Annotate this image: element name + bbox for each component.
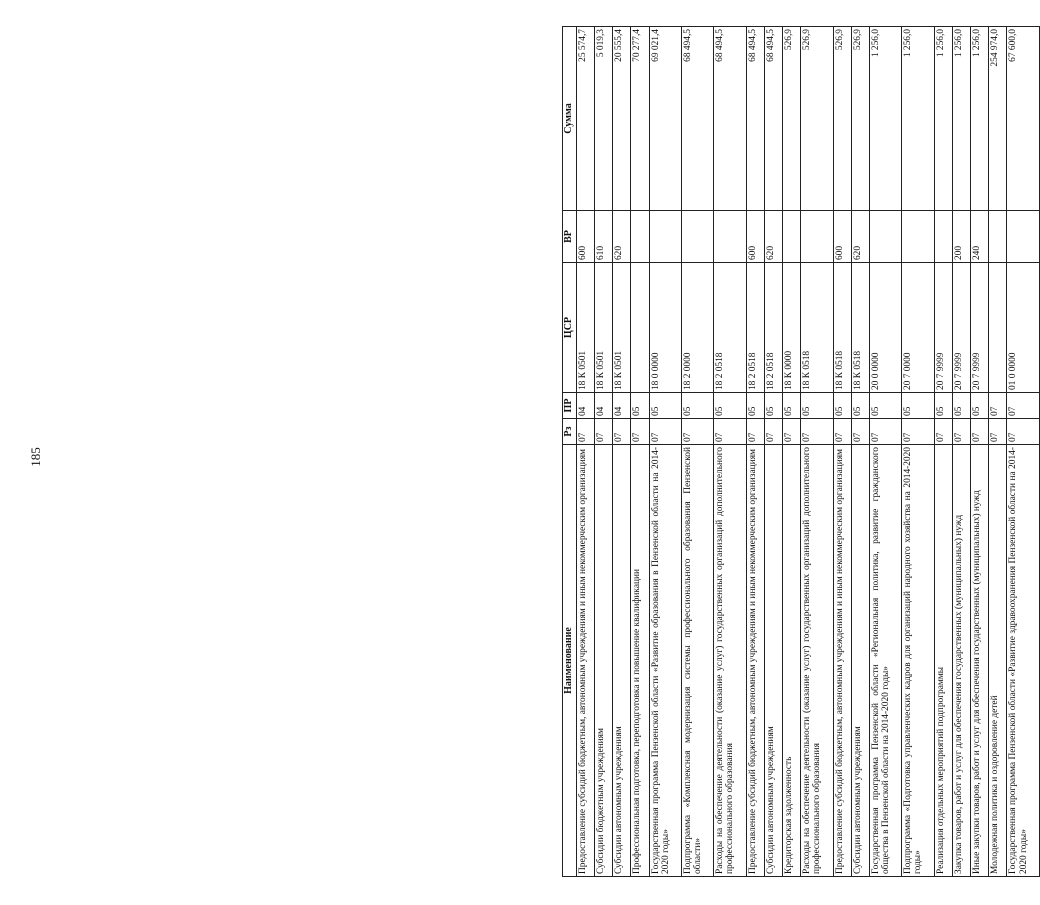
cell-sum: 68 494,5 (714, 27, 746, 211)
cell-rz: 07 (1007, 419, 1040, 445)
cell-csr: 20 7 9999 (934, 263, 952, 393)
cell-name: Закупка товаров, работ и услуг для обеспечения государственных (муниципальных) нужд (952, 445, 970, 877)
table-row (631, 27, 649, 877)
header-sum: Сумма (563, 27, 577, 211)
cell-name: Субсидии автономным учреждениям (764, 445, 782, 877)
cell-csr: 20 7 9999 (952, 263, 970, 393)
cell-rz: 07 (613, 419, 631, 445)
cell-csr: 01 0 0000 (1007, 263, 1040, 393)
cell-pr: 05 (631, 393, 649, 419)
cell-name: Предоставление субсидий бюджетным, автономным учреждениям и иным некоммерческим организациям (746, 445, 764, 877)
cell-vr: 200 (952, 211, 970, 263)
cell-pr: 04 (613, 393, 631, 419)
header-rz: Рз (563, 419, 577, 445)
cell-vr (783, 211, 801, 263)
table-row (783, 27, 801, 877)
cell-name: Кредиторская задолженность (783, 445, 801, 877)
cell-sum: 526,9 (833, 27, 851, 211)
header-vr: ВР (563, 211, 577, 263)
cell-csr: 18 2 0518 (764, 263, 782, 393)
table-row (714, 27, 746, 877)
cell-pr: 05 (764, 393, 782, 419)
cell-rz: 07 (649, 419, 681, 445)
cell-vr: 620 (613, 211, 631, 263)
cell-rz: 07 (746, 419, 764, 445)
cell-csr: 20 7 9999 (970, 263, 988, 393)
table-row (934, 27, 952, 877)
cell-sum: 20 555,4 (613, 27, 631, 211)
cell-pr: 05 (783, 393, 801, 419)
cell-csr: 18 2 0000 (681, 263, 713, 393)
cell-sum: 70 277,4 (631, 27, 649, 211)
cell-rz: 07 (851, 419, 869, 445)
table-header-row (563, 27, 577, 877)
cell-sum: 526,9 (801, 27, 833, 211)
cell-vr (902, 211, 934, 263)
cell-vr: 600 (833, 211, 851, 263)
cell-name: Субсидии автономным учреждениям (851, 445, 869, 877)
cell-pr: 05 (714, 393, 746, 419)
cell-csr: 18 К 0501 (576, 263, 594, 393)
cell-vr (989, 211, 1007, 263)
cell-sum: 68 494,5 (746, 27, 764, 211)
cell-pr: 05 (952, 393, 970, 419)
cell-rz: 07 (833, 419, 851, 445)
cell-rz: 07 (902, 419, 934, 445)
cell-pr: 05 (801, 393, 833, 419)
table-row (952, 27, 970, 877)
table-row (613, 27, 631, 877)
header-csr: ЦСР (563, 263, 577, 393)
cell-vr (1007, 211, 1040, 263)
cell-rz: 07 (681, 419, 713, 445)
table-row (681, 27, 713, 877)
cell-rz: 07 (934, 419, 952, 445)
cell-rz: 07 (801, 419, 833, 445)
cell-pr: 05 (746, 393, 764, 419)
cell-vr: 610 (595, 211, 613, 263)
cell-pr: 05 (681, 393, 713, 419)
table-row (649, 27, 681, 877)
cell-vr (631, 211, 649, 263)
table-row (902, 27, 934, 877)
cell-csr: 20 7 0000 (902, 263, 934, 393)
cell-vr: 600 (576, 211, 594, 263)
cell-rz: 07 (764, 419, 782, 445)
cell-sum: 526,9 (783, 27, 801, 211)
cell-vr (681, 211, 713, 263)
cell-csr (631, 263, 649, 393)
cell-name: Подпрограмма «Подготовка управленческих кадров для организаций народного хозяйства на 2014-2020 годы» (902, 445, 934, 877)
cell-pr: 05 (649, 393, 681, 419)
table-row (576, 27, 594, 877)
header-pr: ПР (563, 393, 577, 419)
cell-pr: 05 (970, 393, 988, 419)
cell-vr (934, 211, 952, 263)
table-row (869, 27, 901, 877)
table-body (576, 27, 1039, 877)
cell-rz: 07 (576, 419, 594, 445)
cell-csr: 18 0 0000 (649, 263, 681, 393)
table-row (1007, 27, 1040, 877)
cell-name: Подпрограмма «Комплексная модернизация системы профессионального образования Пензенской области» (681, 445, 713, 877)
cell-name: Профессиональная подготовка, переподготовка и повышение квалификации (631, 445, 649, 877)
cell-vr: 600 (746, 211, 764, 263)
cell-sum: 254 974,0 (989, 27, 1007, 211)
cell-sum: 1 256,0 (970, 27, 988, 211)
cell-name: Предоставление субсидий бюджетным, автономным учреждениям и иным некоммерческим организациям (833, 445, 851, 877)
cell-csr: 18 К 0518 (801, 263, 833, 393)
cell-csr: 18 К 0501 (613, 263, 631, 393)
cell-pr: 05 (833, 393, 851, 419)
cell-csr: 18 К 0518 (851, 263, 869, 393)
cell-pr: 05 (934, 393, 952, 419)
cell-csr: 18 2 0518 (714, 263, 746, 393)
page-number: 185 (28, 447, 43, 467)
budget-table (562, 26, 1040, 877)
cell-vr: 620 (851, 211, 869, 263)
table-row (801, 27, 833, 877)
table-row (764, 27, 782, 877)
table-row (595, 27, 613, 877)
cell-rz: 07 (595, 419, 613, 445)
cell-csr: 18 К 0518 (833, 263, 851, 393)
cell-rz: 07 (714, 419, 746, 445)
cell-pr: 05 (869, 393, 901, 419)
cell-vr (801, 211, 833, 263)
cell-name: Иные закупки товаров, работ и услуг для обеспечения государственных (муниципальных) нужд (970, 445, 988, 877)
cell-sum: 69 021,4 (649, 27, 681, 211)
cell-name: Молодежная политика и оздоровление детей (989, 445, 1007, 877)
cell-csr: 18 К 0000 (783, 263, 801, 393)
header-name: Наименование (563, 445, 577, 877)
cell-name: Государственная программа Пензенской области «Развитие образования в Пензенской области на 2014-2020 годы» (649, 445, 681, 877)
cell-name: Реализация отдельных мероприятий подпрограммы (934, 445, 952, 877)
cell-vr: 240 (970, 211, 988, 263)
cell-sum: 5 019,3 (595, 27, 613, 211)
cell-sum: 68 494,5 (764, 27, 782, 211)
cell-name: Субсидии бюджетным учреждениям (595, 445, 613, 877)
cell-pr: 05 (902, 393, 934, 419)
cell-pr: 07 (1007, 393, 1040, 419)
cell-sum: 1 256,0 (934, 27, 952, 211)
cell-csr: 20 0 0000 (869, 263, 901, 393)
cell-rz: 07 (783, 419, 801, 445)
table-row (746, 27, 764, 877)
cell-sum: 67 600,0 (1007, 27, 1040, 211)
cell-vr: 620 (764, 211, 782, 263)
table-row (970, 27, 988, 877)
cell-sum: 25 574,7 (576, 27, 594, 211)
table-row (833, 27, 851, 877)
cell-pr: 05 (851, 393, 869, 419)
cell-sum: 1 256,0 (952, 27, 970, 211)
cell-sum: 526,9 (851, 27, 869, 211)
cell-name: Расходы на обеспечение деятельности (оказание услуг) государственных организаций дополнительного профессионального образования (714, 445, 746, 877)
cell-vr (869, 211, 901, 263)
cell-rz: 07 (869, 419, 901, 445)
cell-name: Расходы на обеспечение деятельности (оказание услуг) государственных организаций дополнительного профессионального образования (801, 445, 833, 877)
cell-pr: 04 (595, 393, 613, 419)
cell-rz: 07 (989, 419, 1007, 445)
cell-csr: 18 К 0501 (595, 263, 613, 393)
cell-sum: 68 494,5 (681, 27, 713, 211)
cell-name: Предоставление субсидий бюджетным, автономным учреждениям и иным некоммерческим организациям (576, 445, 594, 877)
cell-name: Субсидии автономным учреждениям (613, 445, 631, 877)
cell-name: Государственная программа Пензенской области «Региональная политика, развитие гражданского общества в Пензенской области на 2014-2020 годы» (869, 445, 901, 877)
rotated-table-wrapper (562, 27, 1040, 877)
cell-pr: 04 (576, 393, 594, 419)
table-row (851, 27, 869, 877)
cell-vr (649, 211, 681, 263)
cell-vr (714, 211, 746, 263)
cell-rz: 07 (952, 419, 970, 445)
cell-rz: 07 (631, 419, 649, 445)
cell-pr: 07 (989, 393, 1007, 419)
table-row (989, 27, 1007, 877)
cell-sum: 1 256,0 (902, 27, 934, 211)
cell-csr: 18 2 0518 (746, 263, 764, 393)
cell-csr (989, 263, 1007, 393)
cell-rz: 07 (970, 419, 988, 445)
cell-name: Государственная программа Пензенской области «Развитие здравоохранения Пензенской области на 2014-2020 годы» (1007, 445, 1040, 877)
cell-sum: 1 256,0 (869, 27, 901, 211)
